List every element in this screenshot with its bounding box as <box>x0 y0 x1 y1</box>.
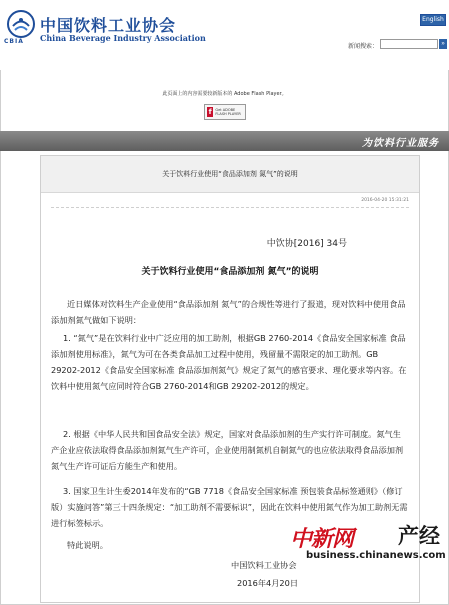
flash-player-icon: f <box>208 108 212 116</box>
service-slogan: 为饮料行业服务 <box>362 138 439 149</box>
language-button[interactable]: English <box>420 14 446 26</box>
publish-timestamp: 2016-04-20 15:31:21 <box>361 198 409 203</box>
signature-date: 2016年4月20日 <box>237 578 299 588</box>
intro-paragraph: 近日媒体对饮料生产企业使用“食品添加剂 氮气”的合规性等进行了报道，现对饮料中使用食品添加剂氮气做如下说明： <box>51 299 406 325</box>
cbia-logo-icon[interactable] <box>6 9 36 39</box>
flash-required-message: 此页面上的内容需要较新版本的 Adobe Flash Player。 <box>162 91 287 97</box>
flash-badge-text: Get ADOBE FLASH PLAYER <box>215 108 241 116</box>
paragraph-1: 1. “氮气”是在饮料行业中广泛应用的加工助剂，根据GB 2760-2014《食品安全国家标准 食品添加剂使用标准》，氮气为可在各类食品加工过程中使用，残留量不需限定的加工助剂。GB 29202-2012《食品安全国家标准 食品添加剂氮气》规定了氮气的感官要求、理化要求等内容。在饮料中使用氮气应同时符合GB 2760-2014和GB 29202-2012的规定。 <box>51 333 407 391</box>
document-number: 中饮协[2016] 34号 <box>266 239 347 249</box>
search-button[interactable]: » <box>439 39 447 49</box>
logo-abbrev: CBIA <box>4 38 24 45</box>
signature-organization: 中国饮料工业协会 <box>231 560 297 570</box>
site-header <box>0 0 449 70</box>
service-banner <box>0 131 449 151</box>
brand-name-en: China Beverage Industry Association <box>40 33 206 43</box>
title-divider <box>51 207 409 208</box>
article-title-bar <box>41 156 419 193</box>
document-title: 关于饮料行业使用“食品添加剂 氮气”的说明 <box>141 267 319 277</box>
watermark-url: business.chinanews.com <box>306 550 446 561</box>
search-label: 新闻搜索： <box>348 43 379 50</box>
article-panel <box>40 155 420 603</box>
search-input[interactable] <box>380 39 438 49</box>
paragraph-2: 2. 根据《中华人民共和国食品安全法》规定，国家对食品添加剂的生产实行许可制度。氮气生产企业应依法取得食品添加剂氮气生产许可，企业使用制氮机自制氮气的也应依法取得食品添加剂氮气生产许可证后方能生产和使用。 <box>51 429 404 471</box>
watermark-logo: 中新网 <box>290 526 354 552</box>
paragraph-3: 3. 国家卫生计生委2014年发布的“GB 7718《食品安全国家标准 预包装食品标签通则》（修订版）实施问答”第三十四条规定：“加工助剂不需要标识”，因此在饮料中使用氮气作为加工助剂无需进行标签标示。 <box>51 486 408 528</box>
closing-statement: 特此说明。 <box>67 540 108 550</box>
watermark-suffix: 产经 <box>398 523 440 548</box>
get-flash-player-button[interactable] <box>204 104 246 120</box>
article-header-title: 关于饮料行业使用“食品添加剂 氮气”的说明 <box>162 170 298 178</box>
brand-name-cn[interactable]: 中国饮料工业协会 <box>40 16 177 35</box>
